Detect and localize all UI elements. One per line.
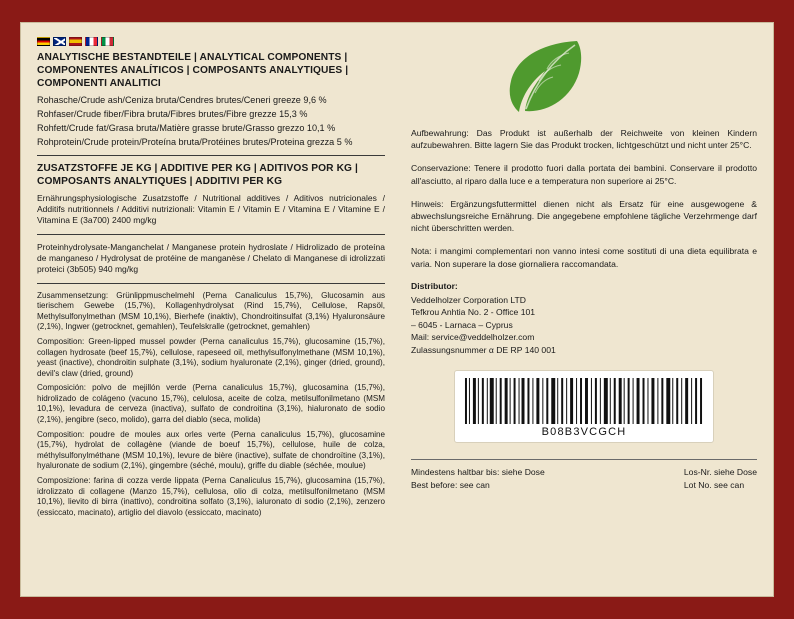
flag-uk-icon	[53, 37, 66, 46]
lot-number-en: Lot No. see can	[683, 479, 745, 490]
analytical-components-heading: ANALYTISCHE BESTANDTEILE | ANALYTICAL COMPONENTS | COMPONENTES ANALÍTICOS | COMPOSANTS ANALYTIQUES | COMPONENTI ANALITICI	[37, 52, 349, 89]
footer-divider	[411, 459, 757, 460]
flag-italy-icon	[101, 37, 114, 46]
barcode	[454, 370, 714, 443]
notice-text: Hinweis: Ergänzungsfuttermittel dienen nicht als Ersatz für eine ausgewogene & abwechslungsreiche Ernährung. Die angegebene empfohlene tägliche Verzehrmenge darf nicht überschritten werden.	[411, 198, 757, 234]
barcode-value: B08B3VCGCH	[541, 426, 627, 439]
analytical-row: Rohfaser/Crude fiber/Fibra bruta/Fibres brutes/Fibre grezze 15,3 %	[37, 109, 308, 120]
flag-france-icon	[85, 37, 98, 46]
leaf-graphic	[411, 37, 757, 121]
lot-number-de: Los-Nr. siehe Dose	[683, 467, 757, 478]
composition-de: Zusammensetzung: Grünlippmuschelmehl (Perna Canaliculus 15,7%), Glucosamin aus tierischem Gewebe (15,7%), Kollagenhydrolysat (Rind 15,7%), Cellulose, Rapsöl, Methylsulfonylmethan (MSM 10,1%), Bierhefe (inaktiv), Chondroitinsulfat (3,1%) Hyaluronsäure (2,1%), Ingwer (getrocknet, gemahlen), Teufelskralle (getrocknet, gemahlen)	[37, 290, 385, 332]
best-before-en: Best before: see can	[411, 479, 490, 490]
leaf-icon	[499, 37, 591, 117]
additives-heading: ZUSATZSTOFFE JE KG | ADDITIVE PER KG | ADITIVOS POR KG | COMPOSANTS ANALYTIQUES | ADDITIVI PER KG	[37, 163, 358, 187]
label-panel	[20, 22, 774, 597]
best-before-block	[411, 466, 545, 492]
storage-instructions: Aufbewahrung: Das Produkt ist außerhalb der Reichweite von kleinen Kindern aufzubewahren. Bitte lagern Sie das Produkt trocken, lichtgeschützt und nicht unter 25°C.	[411, 128, 757, 151]
composition-es: Composición: polvo de mejillón verde (Perna canaliculus 15,7%), glucosamina (15,7%), hidrolizado de colágeno (vacuno 15,7%), celulosa, aceite de colza, metilsulfonilmetano (MSM 10,1%), levadura de cerveza (inactiva), sulfato de condroitina (3,1%), hialuronato de sodio (2,1%), jengibre (seco, molido), garra del diablo (seca, molida)	[37, 383, 385, 425]
divider	[37, 234, 385, 235]
best-before-de: Mindestens haltbar bis: siehe Dose	[411, 467, 545, 478]
conservation-instructions: Conservazione: Tenere il prodotto fuori dalla portata dei bambini. Conservare il prodotto all'asciutto, al riparo dalla luce e a temperatura non superiore ai 25°C.	[411, 163, 757, 186]
analytical-row: Rohprotein/Crude protein/Proteína bruta/Protéines brutes/Proteina grezza 5 %	[37, 137, 353, 148]
nutritional-additives-text: Ernährungsphysiologische Zusatzstoffe / Nutritional additives / Aditivos nutricionales / Additifs nutritionnels / Additivi nutrizionali: Vitamin E / Vitamin E / Vitamina E / Vitamine E / Vitamina E (3a700) 2400 mg/kg	[37, 192, 385, 226]
footer-row	[411, 466, 757, 492]
analytical-row: Rohasche/Crude ash/Ceniza bruta/Cendres brutes/Ceneri greeze 9,6 %	[37, 95, 327, 106]
lot-number-block	[684, 466, 757, 492]
barcode-bars	[463, 378, 705, 424]
manganese-chelate-text: Proteinhydrolysate-Manganchelat / Manganese protein hydroslate / Hidrolizado de proteína de manganeso / Hydrolysat de protéine de manganèse / Chelato di Manganese di idrolizzati proteici (3b505) 940 mg/kg	[37, 241, 385, 275]
composition-en: Composition: Green-lipped mussel powder (Perna canaliculus 15,7%), glucosamine (15,7%), collagen hydrosate (beef 15,7%), cellulose, rapeseed oil, methylsulfonylmethane (MSM 10,1%), yeast (inactive), chondroitin sulphate (3,1%), sodium hyaluronate (2,1%), ginger (dried, ground), devil's claw (dried, ground)	[37, 336, 385, 378]
distributor-line: Veddelholzer Corporation LTD	[411, 294, 526, 305]
distributor-line: Tefkrou Anhtia No. 2 - Office 101	[411, 307, 536, 318]
distributor-email: Mail: service@veddelholzer.com	[411, 332, 535, 343]
flag-row	[37, 37, 385, 46]
distributor-heading: Distributor:	[411, 280, 458, 291]
flag-spain-icon	[69, 37, 82, 46]
divider	[37, 155, 385, 156]
left-column	[21, 23, 397, 596]
analytical-row: Rohfett/Crude fat/Grasa bruta/Matière grasse brute/Grasso grezzo 10,1 %	[37, 123, 336, 134]
composition-fr: Composition: poudre de moules aux orles verte (Perna canaliculus 15,7%), glucosamine (15,7%), hydrolat de collagène (viande de boeuf 15,7%), cellulose, huile de colza, méthylsulfonylméthane (MSM 10,1%), levure de bière (inactive), sulfate de chondroïtine (3,1%), hyaluronate de sodium (2,1%), gingembre (séché, moulu), griffe du diable (séchée, moulue)	[37, 429, 385, 471]
divider	[37, 283, 385, 284]
right-column	[397, 23, 773, 596]
approval-number: Zulassungsnummer α DE RP 140 001	[411, 344, 556, 355]
note-text-it: Nota: i mangimi complementari non vanno intesi come sostituti di una dieta equilibrata e varia. Non superare la dose giornaliera raccomandata.	[411, 246, 757, 269]
composition-it: Composizione: farina di cozza verde lippata (Perna Canaliculus 15,7%), glucosamina (15,7%), idrolizzato di collagene (Manzo 15,7%), cellulosa, olio di colza, metilsulfonilmetano (MSM 10,1%), lievito di birra (inattivo), condroitina solfato (3,1%), ialuronato di sodio (2,1%), zenzero (essiccato, macinato), artiglio del diavolo (essiccato, macinato)	[37, 476, 385, 517]
distributor-line: – 6045 - Larnaca – Cyprus	[411, 319, 513, 330]
flag-germany-icon	[37, 37, 50, 46]
